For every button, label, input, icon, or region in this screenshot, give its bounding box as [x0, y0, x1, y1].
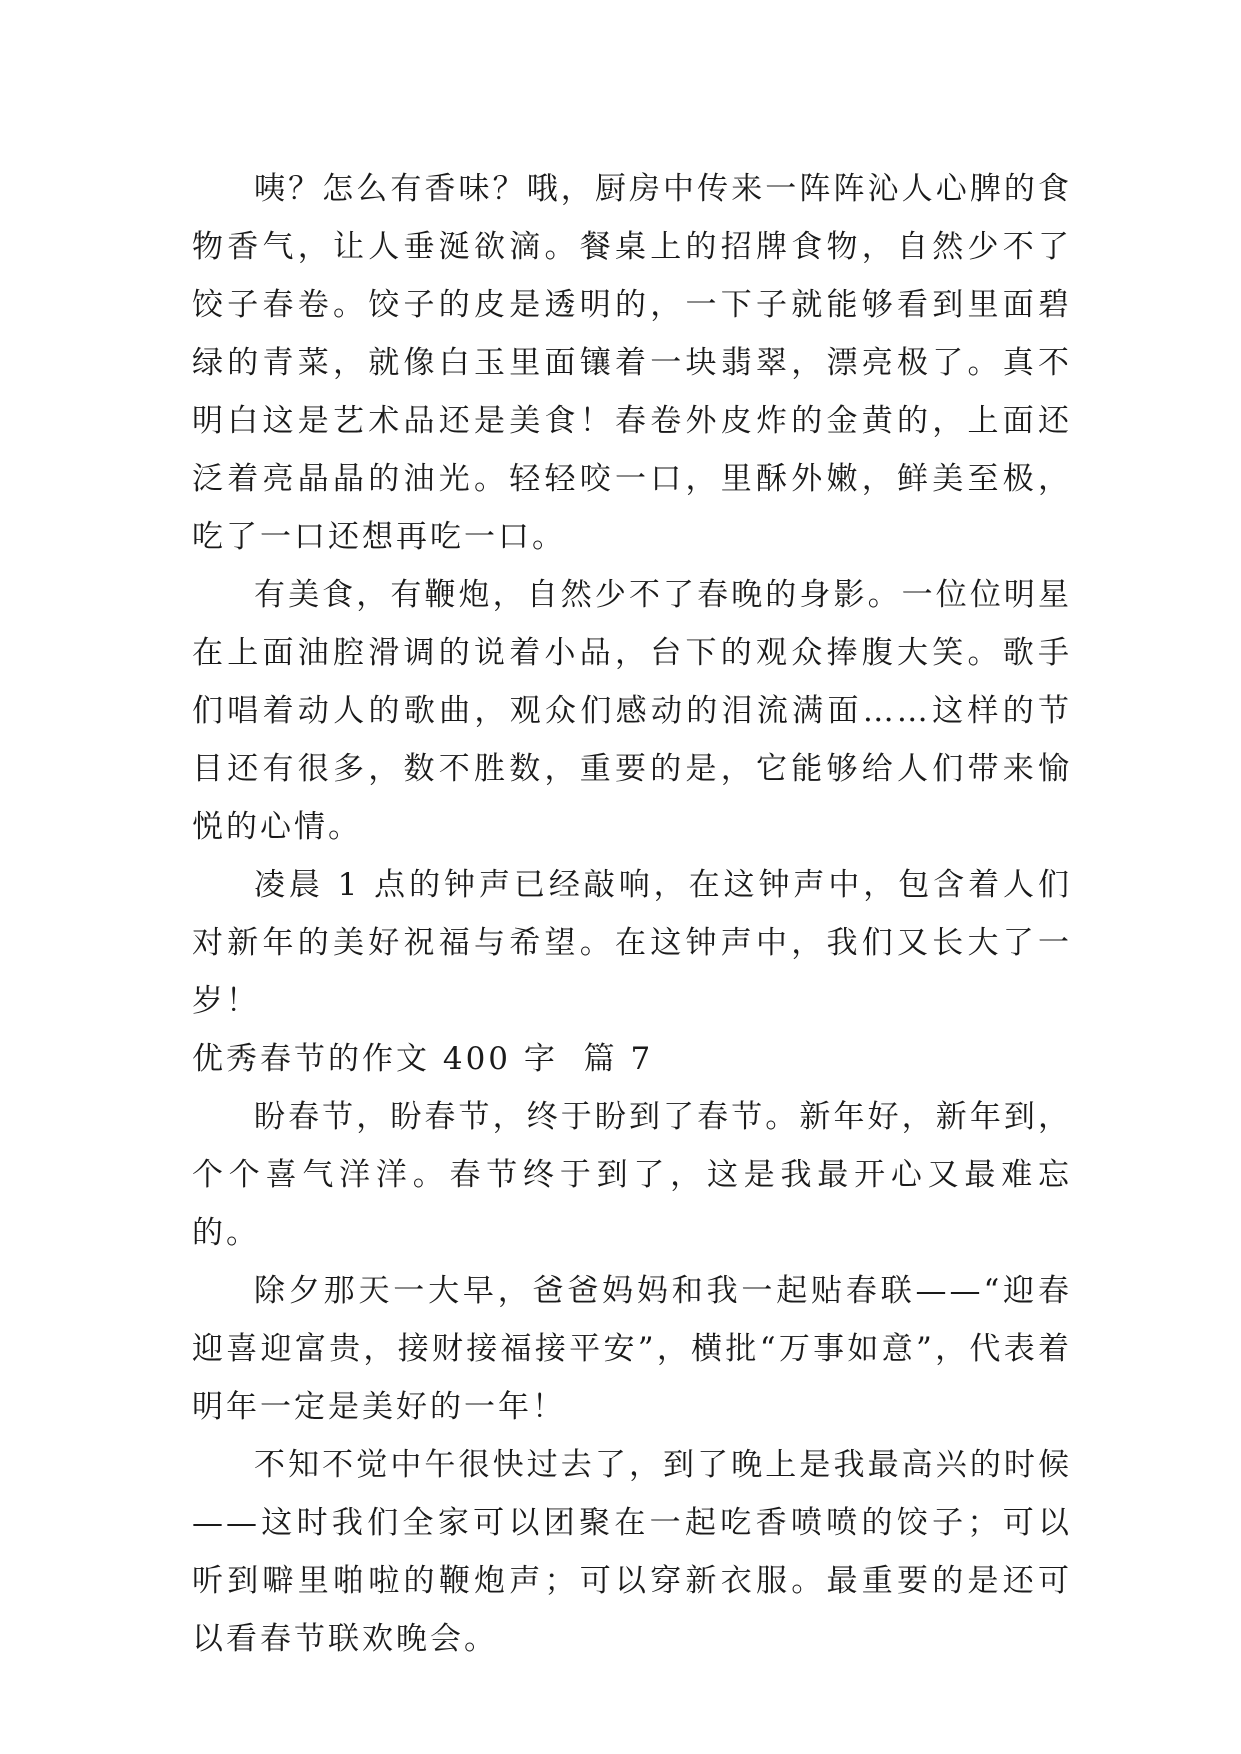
paragraph-waiting-for-festival: 盼春节，盼春节，终于盼到了春节。新年好，新年到，个个喜气洋洋。春节终于到了，这是我最开心又最难忘的。 [192, 1099, 1072, 1251]
essay-heading: 优秀春节的作文 400 字 篇 7 [192, 1041, 654, 1077]
paragraph-couplets: 除夕那天一大早，爸爸妈妈和我一起贴春联——“迎春迎喜迎富贵，接财接福接平安”，横批“万事如意”，代表着明年一定是美好的一年！ [192, 1273, 1072, 1425]
paragraph-gala: 有美食，有鞭炮，自然少不了春晚的身影。一位位明星在上面油腔滑调的说着小品，台下的观众捧腹大笑。歌手们唱着动人的歌曲，观众们感动的泪流满面……这样的节目还有很多，数不胜数，重要的是，它能够给人们带来愉悦的心情。 [192, 577, 1072, 845]
paragraph-food: 咦？怎么有香味？哦，厨房中传来一阵阵沁人心脾的食物香气，让人垂涎欲滴。餐桌上的招牌食物，自然少不了饺子春卷。饺子的皮是透明的，一下子就能够看到里面碧绿的青菜，就像白玉里面镶着一块翡翠，漂亮极了。真不明白这是艺术品还是美食！春卷外皮炸的金黄的，上面还泛着亮晶晶的油光。轻轻咬一口，里酥外嫩，鲜美至极，吃了一口还想再吃一口。 [192, 171, 1072, 555]
article-body [192, 160, 1072, 1668]
paragraph-midnight-bell: 凌晨 1 点的钟声已经敲响，在这钟声中，包含着人们对新年的美好祝福与希望。在这钟声中，我们又长大了一岁！ [192, 867, 1072, 1019]
paragraph-evening: 不知不觉中午很快过去了，到了晚上是我最高兴的时候——这时我们全家可以团聚在一起吃香喷喷的饺子；可以听到噼里啪啦的鞭炮声；可以穿新衣服。最重要的是还可以看春节联欢晚会。 [192, 1447, 1072, 1657]
